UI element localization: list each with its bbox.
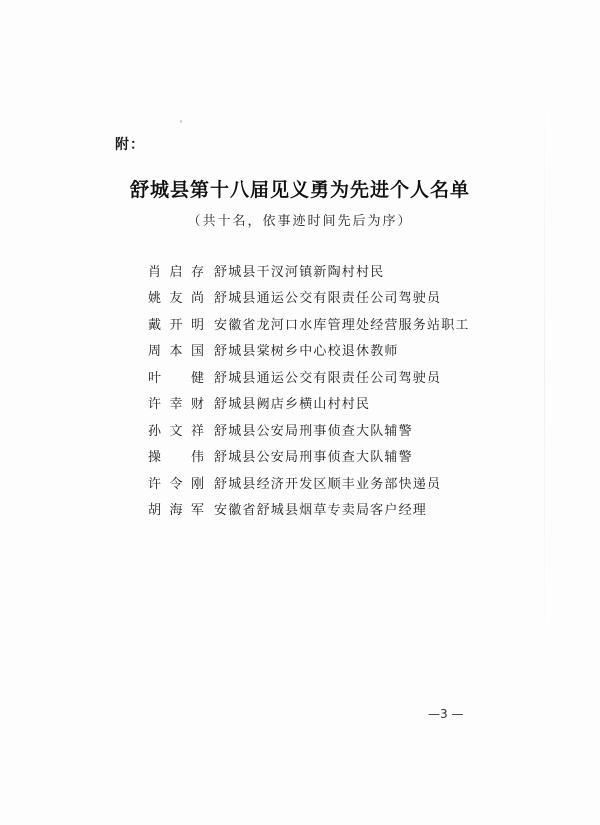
list-item [148, 310, 488, 337]
person-name: 胡海军 [148, 503, 204, 519]
person-name: 姚友尚 [148, 291, 204, 307]
person-description: 舒城县公安局刑事侦查大队辅警 [214, 450, 413, 466]
list-item [148, 469, 488, 496]
person-description: 舒城县通运公交有限责任公司驾驶员 [214, 291, 442, 307]
person-description: 舒城县棠树乡中心校退休教师 [214, 344, 399, 360]
person-name: 许幸财 [148, 397, 204, 413]
person-description: 安徽省龙河口水库管理处经营服务站职工 [214, 317, 470, 333]
list-item [148, 284, 488, 311]
list-item [148, 496, 488, 523]
page-number: —3 — [428, 707, 464, 721]
attachment-label: 附： [115, 137, 145, 153]
person-description: 舒城县公安局刑事侦查大队辅警 [214, 423, 413, 439]
person-description: 舒城县通运公交有限责任公司驾驶员 [214, 370, 442, 386]
scan-speck [180, 120, 182, 123]
list-item [148, 390, 488, 417]
document-title: 舒城县第十八届见义勇为先进个人名单 [129, 179, 470, 201]
list-item [148, 257, 488, 284]
person-description: 安徽省舒城县烟草专卖局客户经理 [214, 503, 428, 519]
person-name: 周本国 [148, 344, 204, 360]
scan-fold-line [544, 70, 545, 670]
honoree-list [148, 257, 488, 522]
list-item [148, 416, 488, 443]
list-item [148, 337, 488, 364]
person-name: 戴开明 [148, 317, 204, 333]
list-item [148, 363, 488, 390]
person-name: 肖启存 [148, 264, 204, 280]
person-description: 舒城县干汊河镇新陶村村民 [214, 264, 385, 280]
list-item [148, 443, 488, 470]
person-description: 舒城县经济开发区顺丰业务部快递员 [214, 476, 442, 492]
person-name: 许令刚 [148, 476, 204, 492]
person-name: 操 伟 [148, 450, 204, 466]
person-name: 叶 健 [148, 370, 204, 386]
person-description: 舒城县阙店乡横山村村民 [214, 397, 371, 413]
document-subtitle: （共十名，依事迹时间先后为序） [187, 214, 413, 229]
person-name: 孙文祥 [148, 423, 204, 439]
